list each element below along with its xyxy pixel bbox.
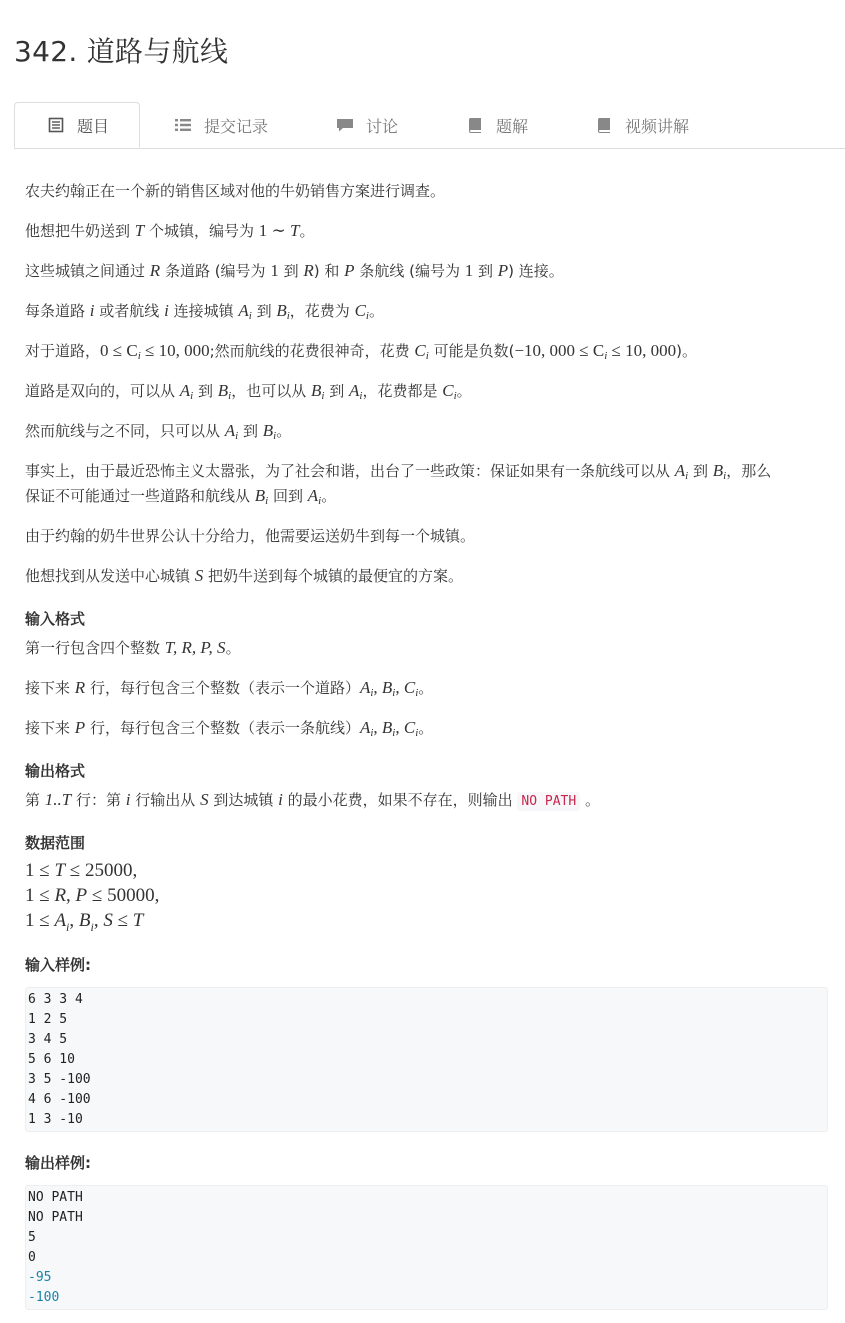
- document-icon: [47, 116, 65, 134]
- page-title: 342. 道路与航线: [14, 35, 229, 68]
- sample-input-line: 5 6 10: [28, 1052, 75, 1067]
- sample-output-heading: 输出样例:: [25, 1154, 91, 1172]
- input-format-heading: 输入格式: [25, 610, 86, 628]
- problem-paragraph: 每条道路 i 或者航线 i 连接城镇 $A_i$ 到 $B_i$，花费为 $C_i$。: [25, 301, 384, 322]
- problem-paragraph: 然而航线与之不同，只可以从 $A_i$ 到 $B_i$。: [25, 421, 292, 442]
- problem-paragraph: 道路是双向的，可以从 $A_i$ 到 $B_i$，也可以从 $B_i$ 到 $A_i$，花费都是 $C_i$。: [25, 381, 472, 402]
- tab-label: 讨论: [366, 116, 399, 136]
- tab-solutions[interactable]: [466, 102, 528, 148]
- output-format-line: 第 1..T 行：第 i 行输出从 S 到达城镇 i 的最小花费，如果不存在，则输出 NO PATH 。: [25, 790, 600, 809]
- tab-label: 视频讲解: [625, 116, 690, 136]
- problem-paragraph: 事实上，由于最近恐怖主义太嚣张，为了社会和谐，出台了一些政策：保证如果有一条航线可以从 $A_i$ 到 $B_i$，那么: [25, 461, 772, 482]
- tab-video[interactable]: [595, 102, 689, 148]
- sample-input-line: 1 3 -10: [28, 1112, 83, 1127]
- sample-input-line: 3 4 5: [28, 1032, 68, 1047]
- sample-output-line: 5: [28, 1230, 36, 1245]
- range-line-2: 1 ≤ R, P ≤ 50000,: [25, 885, 160, 906]
- problem-paragraph: 他想把牛奶送到 T 个城镇，编号为 1 ∼ T。: [25, 221, 315, 240]
- input-format-line: 第一行包含四个整数 T, R, P, S。: [25, 638, 241, 657]
- book-icon: [595, 116, 613, 134]
- problem-paragraph: 保证不可能通过一些道路和航线从 $B_i$ 回到 $A_i$。: [25, 486, 337, 507]
- problem-paragraph: 对于道路，$0 \le C_i \le 10$, 000;然而航线的花费很神奇，花费 $C_i$ 可能是负数(−10, $000 \le C_i \le 10$, 000)。: [25, 341, 697, 362]
- data-range-block: [25, 858, 159, 940]
- sample-output-block: [25, 1185, 828, 1310]
- sample-input-block: [25, 987, 828, 1132]
- tab-bar: [14, 102, 845, 149]
- sample-input-line: 6 3 3 4: [28, 992, 83, 1007]
- sample-input-heading: 输入样例:: [25, 956, 91, 974]
- problem-paragraph: 他想找到从发送中心城镇 S 把奶牛送到每个城镇的最便宜的方案。: [25, 566, 464, 585]
- range-line-1: 1 ≤ T ≤ 25000,: [25, 860, 138, 881]
- book-icon: [466, 116, 484, 134]
- sample-output-line: 0: [28, 1250, 36, 1265]
- list-icon: [174, 116, 192, 134]
- problem-paragraph: 这些城镇之间通过 R 条道路 (编号为 1 到 R) 和 P 条航线 (编号为 1 到 P) 连接。: [25, 261, 564, 280]
- sample-output-line: -100: [28, 1290, 60, 1305]
- input-format-line: 接下来 P 行，每行包含三个整数（表示一条航线）$A_i$, $B_i$, $C_i$。: [25, 718, 434, 739]
- sample-output-line: -95: [28, 1270, 52, 1285]
- no-path-code: NO PATH: [517, 792, 580, 811]
- range-line-3: $1 \le A_i$, $B_i$, S ≤ T: [25, 910, 144, 934]
- tab-problem[interactable]: [14, 102, 140, 148]
- sample-output-line: NO PATH: [28, 1190, 83, 1205]
- output-format-heading: 输出格式: [25, 762, 86, 780]
- tab-label: 题目: [77, 116, 110, 136]
- data-range-heading: 数据范围: [25, 834, 86, 852]
- problem-paragraph: 由于约翰的奶牛世界公认十分给力，他需要运送奶牛到每一个城镇。: [25, 527, 476, 545]
- sample-output-line: NO PATH: [28, 1210, 83, 1225]
- tab-label: 题解: [496, 116, 529, 136]
- sample-input-line: 1 2 5: [28, 1012, 68, 1027]
- problem-paragraph: 农夫约翰正在一个新的销售区域对他的牛奶销售方案进行调查。: [25, 182, 446, 200]
- tab-label: 提交记录: [204, 116, 269, 136]
- comment-icon: [336, 116, 354, 134]
- tab-submissions[interactable]: [174, 102, 268, 148]
- input-format-line: 接下来 R 行，每行包含三个整数（表示一个道路）$A_i$, $B_i$, $C_i$。: [25, 678, 434, 699]
- sample-input-line: 3 5 -100: [28, 1072, 91, 1087]
- sample-input-line: 4 6 -100: [28, 1092, 91, 1107]
- tab-discussion[interactable]: [336, 102, 398, 148]
